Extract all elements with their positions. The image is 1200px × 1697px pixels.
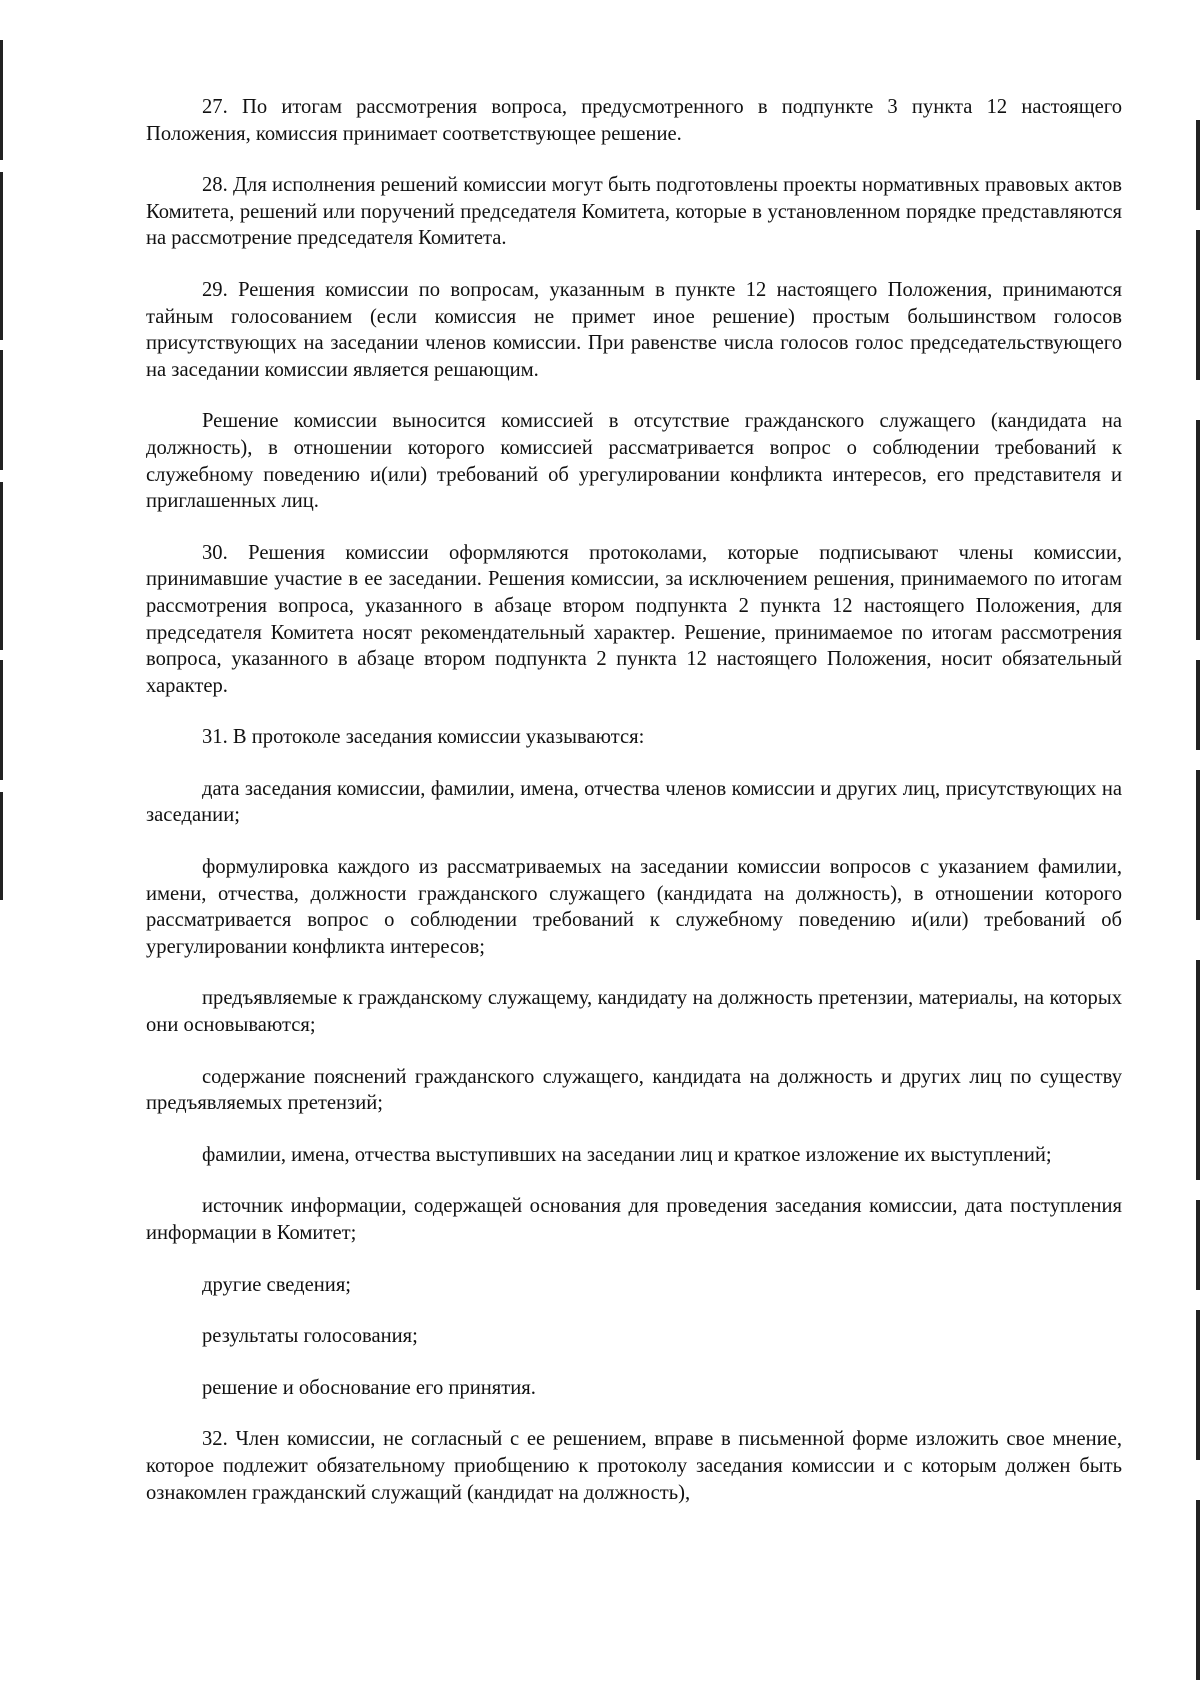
- paragraph-31-item-explanations: содержание пояснений гражданского служащего, кандидата на должность и других лиц по существу предъявляемых претензий;: [146, 1065, 1122, 1115]
- paragraph-31-item-questions: формулировка каждого из рассматриваемых на заседании комиссии вопросов с указанием фамилии, имени, отчества, должности гражданского служащего (кандидата на должность), в отношении которого рассматривается вопрос о соблюдении требований к служебному поведению и(или) требований об урегулировании конфликта интересов;: [146, 856, 1122, 958]
- document-body: [146, 94, 1122, 1531]
- paragraph-29-decision: Решение комиссии выносится комиссией в отсутствие гражданского служащего (кандидата на должность), в отношении которого комиссией рассматривается вопрос о соблюдении требований к служебному поведению и(или) требований об урегулировании конфликта интересов, его представителя и приглашенных лиц.: [146, 410, 1122, 513]
- paragraph-31-item-claims: предъявляемые к гражданскому служащему, кандидату на должность претензии, материалы, на которых они основываются;: [146, 987, 1122, 1037]
- paragraph-31-item-speakers: фамилии, имена, отчества выступивших на заседании лиц и краткое изложение их выступлений;: [202, 1143, 1052, 1166]
- paragraph-27: 27. По итогам рассмотрения вопроса, предусмотренного в подпункте 3 пункта 12 настоящего Положения, комиссия принимает соответствующее решение.: [146, 96, 1122, 145]
- paragraph-31: 31. В протоколе заседания комиссии указываются:: [202, 726, 645, 749]
- paragraph-29: 29. Решения комиссии по вопросам, указанным в пункте 12 настоящего Положения, принимаются тайным голосованием (если комиссия не примет иное решение) простым большинством голосов присутствующих на заседании членов комиссии. При равенстве числа голосов голос председательствующего на заседании комиссии является решающим.: [146, 278, 1122, 381]
- paragraph-32: 32. Член комиссии, не согласный с ее решением, вправе в письменной форме изложить свое мнение, которое подлежит обязательному приобщению к протоколу заседания комиссии и с которым должен быть ознакомлен гражданский служащий (кандидат на должность),: [146, 1428, 1122, 1504]
- paragraph-31-item-decision: решение и обоснование его принятия.: [202, 1376, 536, 1399]
- paragraph-31-item-date: дата заседания комиссии, фамилии, имена, отчества членов комиссии и других лиц, присутствующих на заседании;: [146, 777, 1122, 827]
- paragraph-31-item-source: источник информации, содержащей основания для проведения заседания комиссии, дата поступления информации в Комитет;: [146, 1195, 1122, 1244]
- scan-edge-left: [0, 40, 3, 900]
- paragraph-31-item-other: другие сведения;: [202, 1273, 352, 1296]
- scan-edge-right: [1196, 120, 1200, 1680]
- paragraph-28: 28. Для исполнения решений комиссии могут быть подготовлены проекты нормативных правовых актов Комитета, решений или поручений председателя Комитета, которые в установленном порядке представляются на рассмотрение председателя Комитета.: [146, 174, 1122, 250]
- paragraph-30: 30. Решения комиссии оформляются протоколами, которые подписывают члены комиссии, принимавшие участие в ее заседании. Решения комиссии, за исключением решения, принимаемого по итогам рассмотрения вопроса, указанного в абзаце втором подпункта 2 пункта 12 настоящего Положения, для председателя Комитета носят рекомендательный характер. Решение, принимаемое по итогам рассмотрения вопроса, указанного в абзаце втором подпункта 2 пункта 12 настоящего Положения, носит обязательный характер.: [146, 541, 1122, 697]
- paragraph-31-item-votes: результаты голосования;: [202, 1325, 418, 1348]
